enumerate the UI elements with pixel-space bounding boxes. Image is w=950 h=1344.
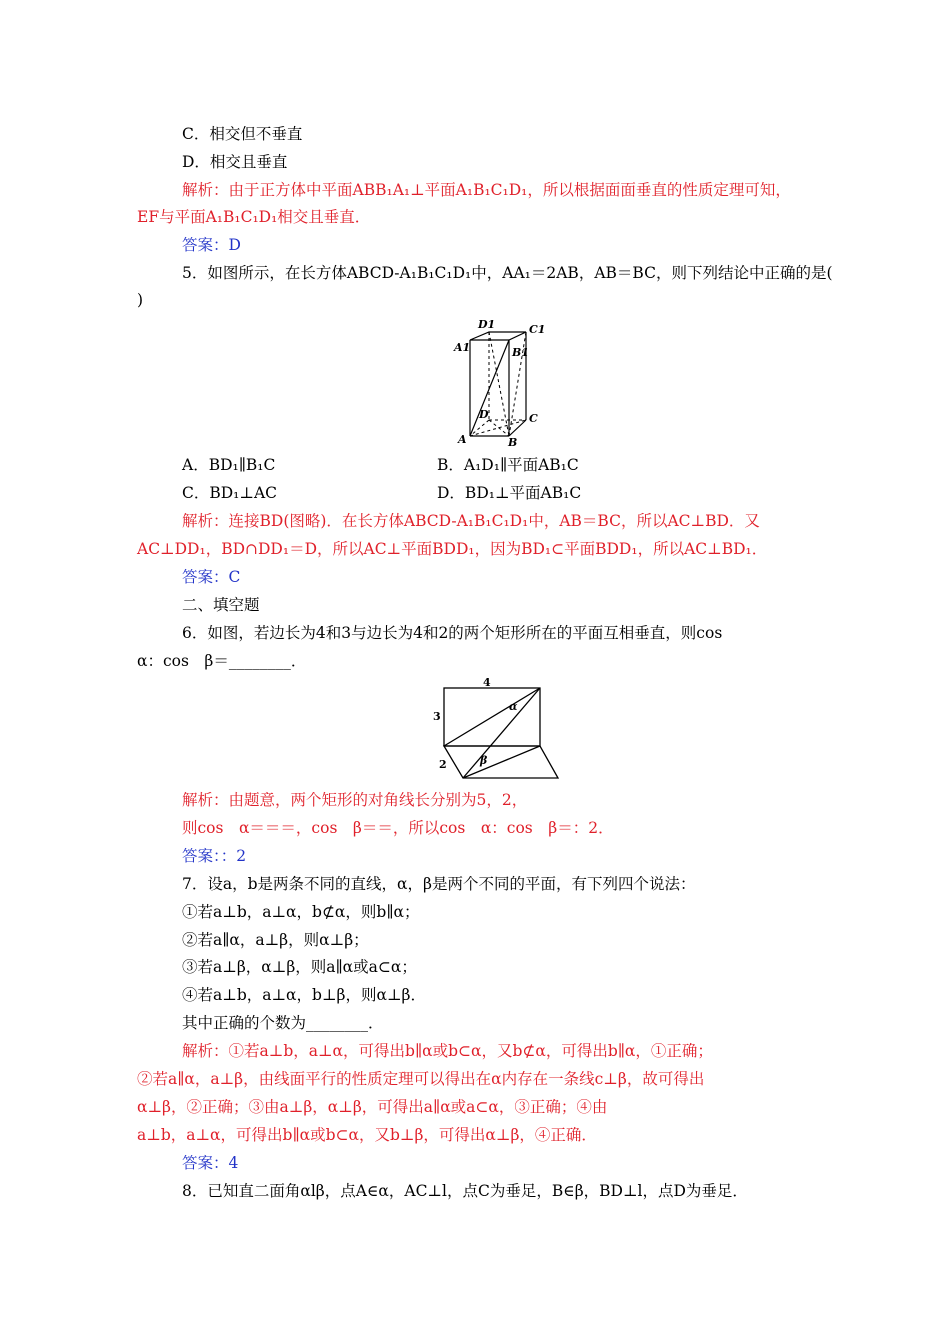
- label-bottom-2: 2: [439, 758, 447, 771]
- label-b: B: [508, 436, 518, 449]
- answer-value: D: [228, 236, 241, 254]
- q5-option-c: C．BD₁⊥AC: [182, 484, 278, 502]
- label-c: C: [529, 412, 538, 425]
- label-beta: β: [480, 754, 488, 767]
- q5-option-b: B．A₁D₁∥平面AB₁C: [437, 456, 579, 474]
- answer-label: 答案：: [182, 568, 229, 586]
- q6-analysis-line1: 解析：由题意，两个矩形的对角线长分别为5，2，: [182, 791, 528, 809]
- label-d1: D1: [478, 318, 496, 331]
- q8-stem: 8．已知直二面角αlβ，点A∈α，AC⊥l，点C为垂足，B∈β，BD⊥l，点D为垂足．: [182, 1182, 748, 1200]
- q7-stem: 7．设a，b是两条不同的直线，α，β是两个不同的平面，有下列四个说法：: [182, 875, 696, 893]
- label-c1: C1: [529, 323, 546, 336]
- q7-statement-3: ③若a⊥β，α⊥β，则a∥α或a⊂α；: [182, 958, 417, 976]
- q7-statement-1: ①若a⊥b，a⊥α，b⊄α，则b∥α；: [182, 903, 420, 921]
- answer-label: 答案：: [182, 1154, 229, 1172]
- q7-question: 其中正确的个数为________．: [182, 1014, 384, 1032]
- section-heading: 二、填空题: [182, 596, 260, 614]
- q5-option-d: D．BD₁⊥平面AB₁C: [437, 484, 582, 502]
- q5-analysis-line1: 解析：连接BD(图略)．在长方体ABCD-A₁B₁C₁D₁中，AB＝BC，所以AC⊥BD．又: [182, 512, 760, 530]
- label-a1: A1: [454, 341, 471, 354]
- q4-analysis-line2: EF与平面A₁B₁C₁D₁相交且垂直．: [137, 208, 371, 226]
- q6-analysis-line2: 则cos α＝＝＝，cos β＝＝，所以cos α：cos β＝：2．: [182, 819, 614, 837]
- q4-option-c: C．相交但不垂直: [182, 125, 303, 143]
- q5-answer: [182, 567, 240, 587]
- label-alpha: α: [509, 700, 518, 713]
- q4-answer: [182, 235, 241, 255]
- answer-label: 答案：: [182, 236, 229, 254]
- q4-analysis-line1: 解析：由于正方体中平面ABB₁A₁⊥平面A₁B₁C₁D₁，所以根据面面垂直的性质定理可知，: [182, 181, 791, 199]
- q5-analysis-line2: AC⊥DD₁，BD∩DD₁＝D，所以AC⊥平面BDD₁，因为BD₁⊂平面BDD₁，所以AC⊥BD₁．: [137, 540, 768, 558]
- q5-stem-line1: 5．如图所示，在长方体ABCD-A₁B₁C₁D₁中，AA₁＝2AB，AB＝BC，则下列结论中正确的是(: [182, 264, 833, 282]
- q7-statement-4: ④若a⊥b，a⊥α，b⊥β，则α⊥β．: [182, 986, 426, 1004]
- label-d: D: [479, 408, 489, 421]
- label-top-4: 4: [483, 676, 491, 689]
- q5-option-a: A．BD₁∥B₁C: [182, 456, 276, 474]
- q4-option-d: D．相交且垂直: [182, 153, 288, 171]
- label-b1: B1: [512, 346, 529, 359]
- q6-stem-line2: α：cos β＝________．: [137, 652, 307, 670]
- q7-analysis-line2: ②若a∥α，a⊥β，由线面平行的性质定理可以得出在α内存在一条线c⊥β，故可得出: [137, 1070, 705, 1088]
- q7-analysis-line1: 解析：①若a⊥b，a⊥α，可得出b∥α或b⊂α，又b⊄α，可得出b∥α，①正确；: [182, 1042, 713, 1060]
- answer-label: 答案：: [182, 847, 221, 865]
- q6-stem-line1: 6．如图，若边长为4和3与边长为4和2的两个矩形所在的平面互相垂直，则cos: [182, 624, 723, 642]
- q7-analysis-line4: a⊥b，a⊥α，可得出b∥α或b⊂α，又b⊥β，可得出α⊥β，④正确．: [137, 1126, 597, 1144]
- answer-value: 4: [228, 1154, 239, 1172]
- q7-answer: [182, 1153, 238, 1173]
- label-left-3: 3: [433, 710, 441, 723]
- q7-statement-2: ②若a∥α，a⊥β，则α⊥β；: [182, 931, 369, 949]
- q7-analysis-line3: α⊥β，②正确；③由a⊥β，α⊥β，可得出a∥α或a⊂α，③正确；④由: [137, 1098, 608, 1116]
- q6-rectangles-figure: [425, 676, 565, 786]
- q6-answer: [182, 846, 246, 866]
- q5-stem-line2: ): [137, 291, 144, 309]
- answer-value: C: [228, 568, 241, 586]
- answer-value: ：2: [220, 847, 247, 865]
- label-a: A: [458, 433, 467, 446]
- q5-cuboid-figure: [440, 310, 560, 450]
